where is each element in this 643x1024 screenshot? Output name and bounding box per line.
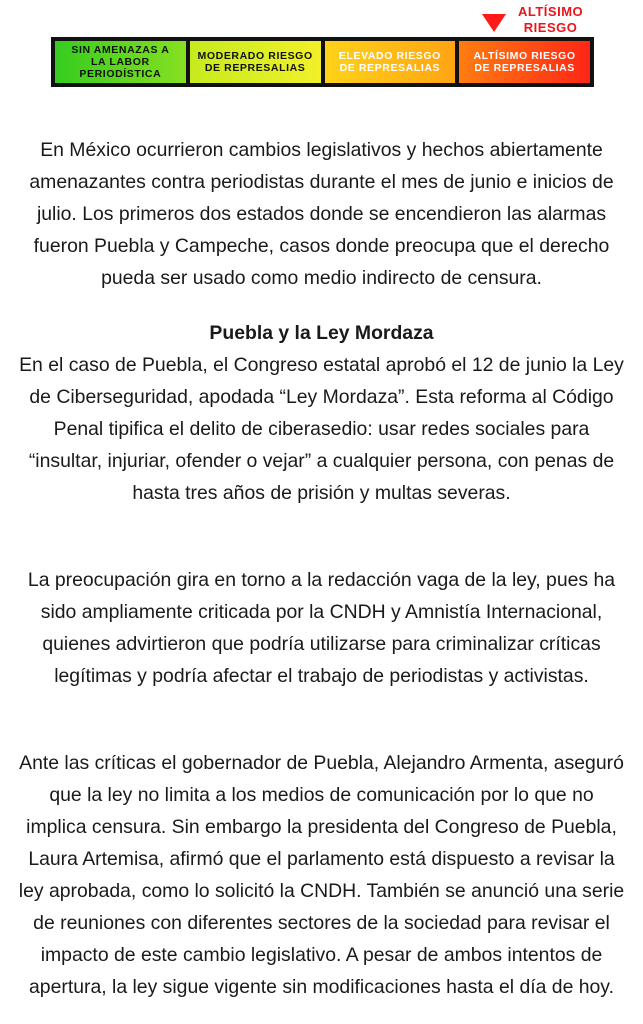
current-risk-label: ALTÍSIMO RIESGO: [518, 4, 584, 35]
puebla-paragraph-1: En el caso de Puebla, el Congreso estatal aprobó el 12 de junio la Ley de Ciberseguridad, apodada “Ley Mordaza”. Esta reforma al Código Penal tipifica el delito de ciberasedio: usar redes sociales para “insultar, injuriar, ofender o vejar” a cualquier persona, con penas de hasta tres años de prisión y multas severas.: [19, 354, 624, 504]
section-title: Puebla y la Ley Mordaza: [209, 322, 434, 344]
current-risk-indicator: [482, 4, 592, 38]
risk-level-highest: ALTÍSIMO RIESGO DE REPRESALIAS: [459, 41, 590, 83]
risk-scale-bar: [51, 37, 594, 87]
puebla-paragraph-3: Ante las críticas el gobernador de Puebla, Alejandro Armenta, aseguró que la ley no limita a los medios de comunicación por lo que no implica censura. Sin embargo la presidenta del Congreso de Puebla, Laura Artemisa, afirmó que el parlamento está dispuesto a revisar la ley aprobada, como lo solicitó la CNDH. También se anunció una serie de reuniones con diferentes sectores de la sociedad para revisar el impacto de este cambio legislativo. A pesar de ambos intentos de apertura, la ley sigue vigente sin modificaciones hasta el día de hoy.: [18, 752, 625, 998]
down-arrow-icon: [482, 14, 506, 32]
risk-level-elevated: ELEVADO RIESGO DE REPRESALIAS: [325, 41, 456, 83]
intro-paragraph: En México ocurrieron cambios legislativos y hechos abiertamente amenazantes contra periodistas durante el mes de junio e inicios de julio. Los primeros dos estados donde se encendieron las alarmas fueron Puebla y Campeche, casos donde preocupa que el derecho pueda ser usado como medio indirecto de censura.: [29, 139, 614, 289]
risk-level-none: SIN AMENAZAS A LA LABOR PERIODÍSTICA: [55, 41, 186, 83]
risk-level-moderate: MODERADO RIESGO DE REPRESALIAS: [190, 41, 321, 83]
puebla-paragraph-2: La preocupación gira en torno a la redacción vaga de la ley, pues ha sido ampliamente criticada por la CNDH y Amnistía Internacional, quienes advirtieron que podría utilizarse para criminalizar críticas legítimas y podría afectar el trabajo de periodistas y activistas.: [27, 569, 616, 687]
article-body: [18, 134, 625, 1003]
